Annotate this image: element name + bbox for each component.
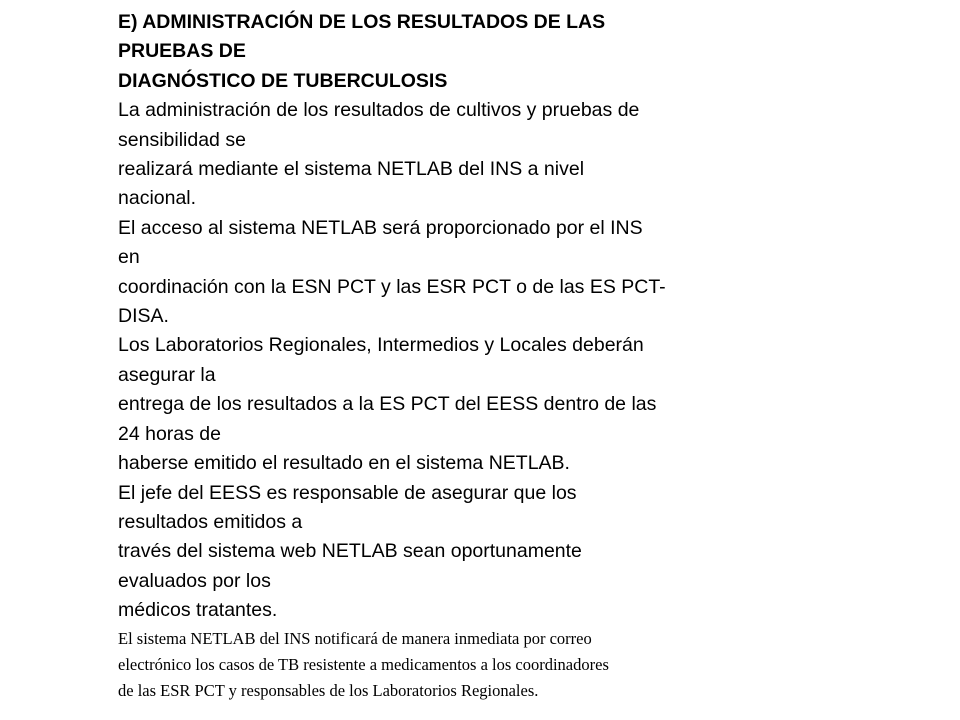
body-line: La administración de los resultados de cultivos y pruebas de — [118, 99, 640, 122]
body-line: haberse emitido el resultado en el sistema NETLAB. — [118, 452, 570, 475]
body-line: 24 horas de — [118, 422, 221, 445]
body-line: coordinación con la ESN PCT y las ESR PCT o de las ES PCT- — [118, 275, 666, 298]
body-line: asegurar la — [118, 363, 216, 386]
body-line: sensibilidad se — [118, 128, 246, 151]
footnote-line: El sistema NETLAB del INS notificará de manera inmediata por correo — [118, 628, 592, 648]
text-block — [118, 8, 818, 704]
body-line: El acceso al sistema NETLAB será proporcionado por el INS — [118, 216, 643, 239]
body-text — [118, 96, 818, 625]
footnote-line: electrónico los casos de TB resistente a medicamentos a los coordinadores — [118, 654, 609, 674]
footnote-text — [118, 626, 818, 704]
body-line: evaluados por los — [118, 569, 271, 592]
body-line: El jefe del EESS es responsable de asegurar que los — [118, 481, 577, 504]
body-line: en — [118, 246, 140, 269]
footnote-line: de las ESR PCT y responsables de los Laboratorios Regionales. — [118, 680, 539, 700]
body-line: realizará mediante el sistema NETLAB del INS a nivel — [118, 158, 585, 181]
body-line: Los Laboratorios Regionales, Intermedios y Locales deberán — [118, 334, 644, 357]
section-heading — [118, 8, 818, 96]
heading-line: E) ADMINISTRACIÓN DE LOS RESULTADOS DE LAS — [118, 11, 606, 33]
body-line: entrega de los resultados a la ES PCT del EESS dentro de las — [118, 393, 657, 416]
heading-line: DIAGNÓSTICO DE TUBERCULOSIS — [118, 69, 448, 92]
heading-line: PRUEBAS DE — [118, 40, 246, 63]
body-line: DISA. — [118, 305, 169, 328]
body-line: nacional. — [118, 187, 197, 210]
body-line: través del sistema web NETLAB sean oportunamente — [118, 540, 582, 563]
body-line: médicos tratantes. — [118, 599, 278, 622]
body-line: resultados emitidos a — [118, 510, 303, 533]
